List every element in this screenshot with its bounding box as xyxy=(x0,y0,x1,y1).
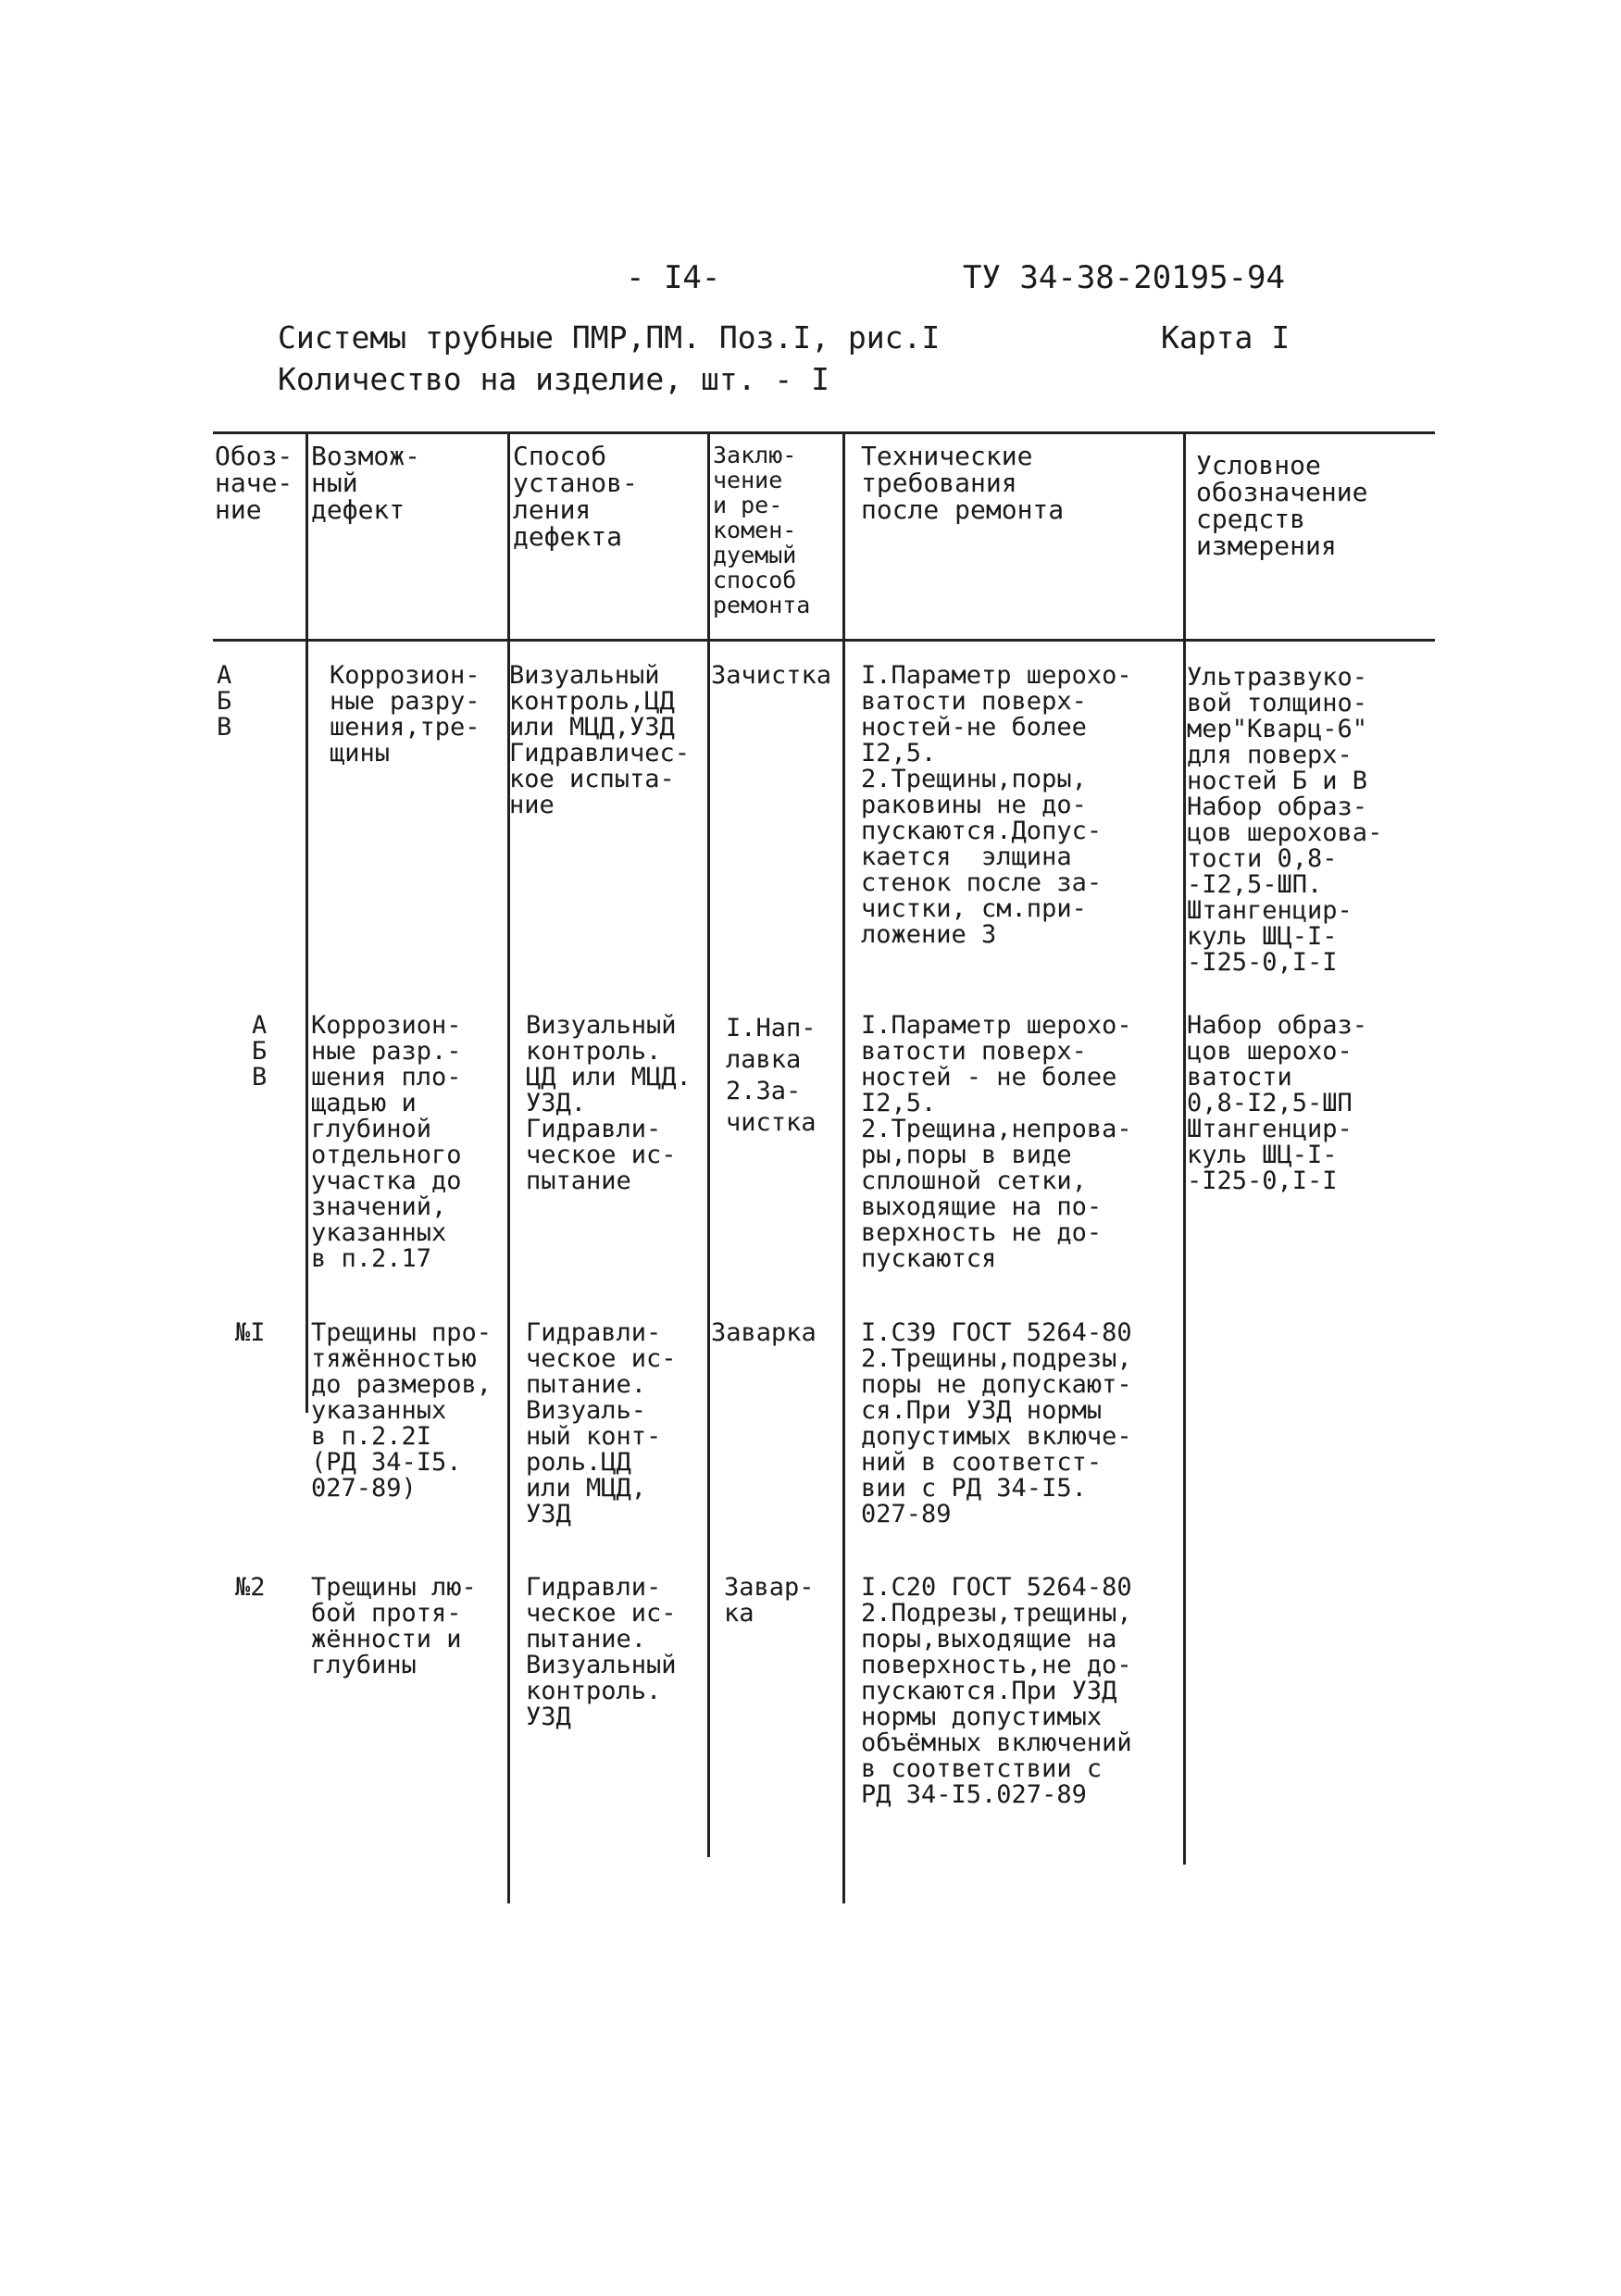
row2-defect: Коррозион- ные разр.- шения пло- щадью и глубиной отдельного участка до значений, указанных в п.2.17 xyxy=(311,1011,462,1273)
row2-designation: А Б В xyxy=(252,1011,268,1092)
row3-repair: Заварка xyxy=(711,1318,817,1347)
row3-requirements: I.С39 ГОСТ 5264-80 2.Трещины,подрезы, поры не допускают- ся.При УЗД нормы допустимых включе- ний в соответст- вии с РД 34-I5. 027-89 xyxy=(861,1318,1132,1529)
row2-repair: I.Нап- лавка 2.За- чистка xyxy=(726,1014,817,1137)
row3-defect: Трещины про- тяжённостью до размеров, указанных в п.2.2I (РД 34-I5. 027-89) xyxy=(311,1318,493,1503)
column-header-repair-method: Заклю- чение и ре- комен- дуемый способ ремонта xyxy=(713,442,811,618)
quantity-line: Количество на изделие, шт. - I xyxy=(278,361,830,397)
header-bottom-rule xyxy=(213,639,1435,642)
row3-designation: №I xyxy=(235,1318,266,1347)
document-title: Системы трубные ПМР,ПМ. Поз.I, рис.I xyxy=(278,319,941,356)
row4-requirements: I.С20 ГОСТ 5264-80 2.Подрезы,трещины, поры,выходящие на поверхность,не до- пускаются.При УЗД нормы допустимых объёмных включений в соответствии с РД 34-I5.027-89 xyxy=(861,1573,1132,1809)
table-top-rule xyxy=(213,431,1435,434)
row1-requirements: I.Параметр шерохо- ватости поверх- ностей-не более I2,5. 2.Трещины,поры, раковины не до- пускаются.Допус- кается элщина стенок после за- чистки, см.при- ложение 3 xyxy=(861,661,1132,949)
column-divider xyxy=(305,431,308,1413)
column-header-detection-method: Способ установ- ления дефекта xyxy=(513,441,638,552)
row3-method: Гидравли- ческое ис- пытание. Визуаль- ный конт- роль.ЦД или МЦД, УЗД xyxy=(526,1318,677,1529)
row2-requirements: I.Параметр шерохо- ватости поверх- ностей - не более I2,5. 2.Трещина,непрова- ры,поры в виде сплошной сетки, выходящие на по- верхность не до- пускаются xyxy=(861,1011,1132,1273)
column-divider xyxy=(707,431,710,1857)
column-header-instruments: Условное обозначение средств измерения xyxy=(1196,450,1368,561)
card-label: Карта I xyxy=(1161,319,1291,356)
row1-defect: Коррозион- ные разру- шения,тре- щины xyxy=(330,661,480,767)
row2-method: Визуальный контроль. ЦД или МЦД. УЗД. Гидравли- ческое ис- пытание xyxy=(526,1011,692,1195)
row4-defect: Трещины лю- бой протя- жённости и глубины xyxy=(311,1573,477,1679)
row4-repair: Завар- ка xyxy=(724,1573,815,1628)
column-header-defect: Возмож- ный дефект xyxy=(311,441,421,525)
column-divider xyxy=(842,431,845,1903)
row4-designation: №2 xyxy=(235,1573,266,1602)
page-number: - I4- xyxy=(626,259,721,296)
row1-instruments: Ультразвуко- вой толщино- мер"Кварц-6" для поверх- ностей Б и В Набор образ- цов шерохова- тости 0,8- -I2,5-ШП. Штангенцир- куль ШЦ-I- -I25-0,I-I xyxy=(1187,663,1383,977)
column-divider xyxy=(1183,431,1186,1865)
column-header-requirements: Технические требования после ремонта xyxy=(861,441,1065,525)
row1-designation: А Б В xyxy=(217,661,232,742)
column-divider xyxy=(507,431,510,1903)
row1-method: Визуальный контроль,ЦД или МЦД,УЗД Гидравличес- кое испыта- ние xyxy=(509,661,691,819)
document-code: ТУ 34-38-20195-94 xyxy=(963,259,1285,296)
defect-table xyxy=(213,431,1435,1866)
row4-method: Гидравли- ческое ис- пытание. Визуальный контроль. УЗД xyxy=(526,1573,677,1731)
row1-repair: Зачистка xyxy=(711,661,832,690)
row2-instruments: Набор образ- цов шерохо- ватости 0,8-I2,5-ШП Штангенцир- куль ШЦ-I- -I25-0,I-I xyxy=(1187,1011,1368,1195)
column-header-designation: Обоз- наче- ние xyxy=(215,441,293,525)
